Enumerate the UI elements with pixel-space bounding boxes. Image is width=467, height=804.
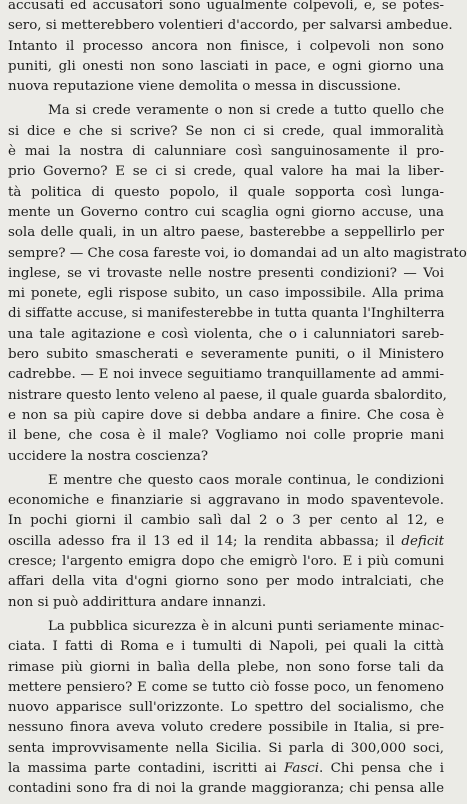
text-line: si dice e che si scrive? Se non ci si crede, qual immoralità <box>8 123 444 139</box>
paragraph <box>8 101 467 466</box>
text-line: In pochi giorni il cambio salì dal 2 o 3 per cento al 12, e <box>8 513 444 529</box>
text-line: rimase più giorni in balìa della plebe, non sono forse tali da <box>8 659 444 675</box>
text-line: mente un Governo contro cui scaglia ogni giorno accuse, una <box>8 204 444 220</box>
text-line: oscilla adesso fra il 13 ed il 14; la rendita abbassa; il deficit <box>8 533 444 549</box>
text-line: mi ponete, egli rispose subito, un caso impossibile. Alla prima <box>8 286 444 302</box>
page-text <box>8 0 467 800</box>
text-line: accusati ed accusatori sono ugualmente colpevoli, e, se potes- <box>8 0 444 13</box>
text-line: affari della vita d'ogni giorno sono per modo intralciati, che <box>8 574 444 590</box>
text-line: economiche e finanziarie si aggravano in modo spaventevole. <box>8 493 444 509</box>
text-line: senta improvvisamente nella Sicilia. Si parla di 300,000 soci, <box>8 740 444 756</box>
text-line: la massima parte contadini, iscritti ai Fasci. Chi pensa che i <box>8 760 444 776</box>
text-line: il bene, che cosa è il male? Vogliamo noi colle proprie mani <box>8 428 444 444</box>
text-line: Ma si crede veramente o non si crede a tutto quello che <box>48 103 444 119</box>
text-line: tà politica di questo popolo, il quale sopporta così lunga- <box>8 184 444 200</box>
italic-word: Fasci <box>284 760 320 776</box>
text-line: prio Governo? E se ci si crede, qual valore ha mai la liber- <box>8 164 444 180</box>
text-line: una tale agitazione e così violenta, che o i calunniatori sareb- <box>8 326 444 342</box>
text-line: cadrebbe. — E noi invece seguitiamo tranquillamente ad ammi- <box>8 367 444 383</box>
text-line: puniti, gli onesti non sono lasciati in pace, e ogni giorno una <box>8 58 444 74</box>
text-line: è mai la nostra di calunniare così sanguinosamente il pro- <box>8 144 444 160</box>
text-line: Intanto il processo ancora non finisce, i colpevoli non sono <box>8 38 444 54</box>
text-line: e non sa più capire dove si debba andare a finire. Che cosa è <box>8 407 444 423</box>
text-line: sola delle quali, in un altro paese, basterebbe a seppellirlo per <box>8 225 444 241</box>
text-line: mettere pensiero? E come se tutto ciò fosse poco, un fenomeno <box>8 679 444 695</box>
text-line: La pubblica sicurezza è in alcuni punti seriamente minac- <box>48 618 444 634</box>
text-line: nuovo apparisce sull'orizzonte. Lo spettro del socialismo, che <box>8 700 444 716</box>
text-line: non si può addirittura andare innanzi. <box>8 594 267 610</box>
text-line: ciata. I fatti di Roma e i tumulti di Napoli, pei quali la città <box>8 639 444 655</box>
text-line: contadini sono fra di noi la grande maggioranza; chi pensa alle <box>8 781 444 797</box>
text-line: nistrare questo lento veleno al paese, il quale guarda sbalordito, <box>8 387 447 403</box>
text-line: E mentre che questo caos morale continua, le condizioni <box>48 472 444 488</box>
text-line: cresce; l'argento emigra dopo che emigrò l'oro. E i più comuni <box>8 554 444 570</box>
text-line: sero, si metterebbero volentieri d'accordo, per salvarsi ambedue. <box>8 18 453 34</box>
text-line: uccidere la nostra coscienza? <box>8 448 209 464</box>
italic-word: deficit <box>401 533 444 549</box>
text-line: di siffatte accuse, si manifesterebbe in tutta quanta l'Inghilterra <box>8 306 445 322</box>
text-line: inglese, se vi trovaste nelle nostre presenti condizioni? — Voi <box>8 265 444 281</box>
text-line: nuova reputazione viene demolita o messa in discussione. <box>8 79 402 95</box>
paragraph <box>8 471 444 613</box>
paragraph <box>8 0 453 97</box>
text-line: nessuno finora aveva voluto credere possibile in Italia, si pre- <box>8 720 444 736</box>
paragraph <box>8 617 444 800</box>
text-line: bero subito smascherati e severamente puniti, o il Ministero <box>8 347 444 363</box>
text-line: sempre? — Che cosa fareste voi, io domandai ad un alto magistrato <box>8 245 467 261</box>
